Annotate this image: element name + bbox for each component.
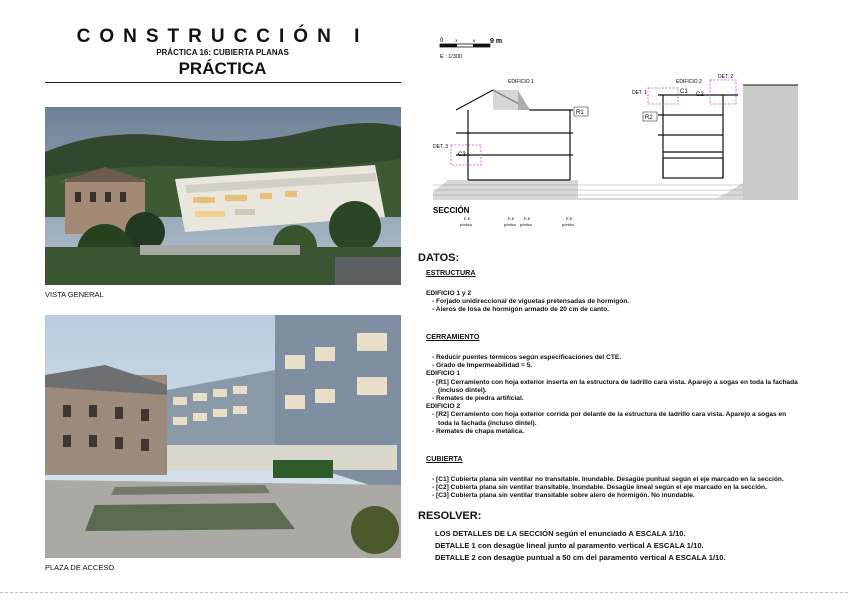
cerramiento-ed1-item: (incluso dintel). — [438, 386, 487, 394]
det-1-label: DET. 1 — [632, 90, 648, 96]
scale-tick-3: 3 — [455, 38, 458, 43]
cubierta-item-c3: - [C3] Cubierta plana sin ventilar transitable sobre alero de hormigón. No inundable. — [432, 492, 695, 500]
cerramiento-ed1-item: - [R1] Cerramiento con hoja exterior inserta en la estructura de ladrillo cara vista. Aparejo a sogas en toda la fachada — [432, 378, 798, 386]
scale-tick-6: 6 — [473, 38, 476, 43]
ee-1: E.E — [464, 216, 471, 221]
cerramiento-ed2-item: toda la fachada (incluso dintel). — [438, 419, 537, 427]
c1-label: C1 — [680, 89, 688, 95]
r1-label: R1 — [576, 110, 584, 116]
general-view-photo — [45, 107, 401, 285]
resolver-heading: RESOLVER: — [418, 510, 482, 522]
access-plaza-caption: PLAZA DE ACCESO — [45, 563, 115, 572]
resolver-line: DETALLE 2 con desagüe puntual a 50 cm del paramento vertical A ESCALA 1/10. — [435, 553, 726, 562]
practice-subtitle: PRÁCTICA 16: CUBIERTA PLANAS — [156, 48, 289, 57]
cerramiento-item: - Reducir puentes térmicos según especificaciones del CTE. — [432, 354, 622, 361]
course-title: CONSTRUCCIÓN I — [76, 26, 369, 47]
cerramiento-ed2-item: - Remates de chapa metálica. — [432, 427, 524, 435]
portico-2: pórtico — [504, 222, 517, 227]
resolver-line: LOS DETALLES DE LA SECCIÓN según el enunciado A ESCALA 1/10. — [435, 529, 686, 538]
cubierta-item-c1: - [C1] Cubierta plana sin ventilar no transitable. Inundable. Desagüe puntual según el eje marcado en la sección. — [432, 476, 784, 483]
scale-tick-9: 9 m — [490, 38, 503, 45]
ee-4: E.E — [566, 216, 573, 221]
general-view-caption: VISTA GENERAL — [45, 290, 104, 299]
cerramiento-ed1-item: - Remates de piedra artificial. — [432, 395, 524, 403]
estructura-item: - Forjado unidireccional de viguetas pretensadas de hormigón. — [432, 298, 630, 306]
estructura-item: - Aleros de losa de hormigón armado de 20 cm de canto. — [432, 306, 610, 314]
cerramiento-ed2-item: - [R2] Cerramiento con hoja exterior corrida por delante de la estructura de ladrillo cara vista. Aparejo a sogas en — [432, 411, 787, 419]
datos-heading: DATOS: — [418, 252, 460, 264]
practice-heading: PRÁCTICA — [178, 59, 267, 78]
cerramiento-heading: CERRAMIENTO — [426, 332, 480, 341]
ee-3: E.E — [524, 216, 531, 221]
scale-bar — [440, 44, 490, 47]
section-drawing — [418, 30, 798, 235]
cerramiento-ed2: EDIFICIO 2 — [426, 403, 461, 411]
scale-label: E : 1/300 — [440, 54, 463, 60]
access-plaza-photo — [45, 315, 401, 558]
cubierta-item-c2: - [C2] Cubierta plana sin ventilar transitable. Inundable. Desagüe lineal según el eje marcado en la sección. — [432, 484, 767, 492]
c3-label: C3 — [458, 152, 466, 158]
det-2-label: DET. 2 — [718, 74, 734, 80]
det-3-label: DET. 3 — [433, 144, 449, 150]
cerramiento-item: - Grado de Impermeabilidad = 5. — [432, 362, 533, 370]
bottom-border — [0, 592, 848, 594]
estructura-sub: EDIFICIO 1 y 2 — [426, 290, 472, 297]
ee-2: E.E — [508, 216, 515, 221]
r2-label: R2 — [645, 115, 653, 121]
header-divider — [45, 82, 401, 83]
edificio-1-label: EDIFICIO 1 — [508, 79, 534, 85]
cerramiento-ed1: EDIFICIO 1 — [426, 370, 461, 378]
scale-tick-0: 0 — [440, 38, 444, 44]
portico-3: pórtico — [520, 222, 533, 227]
seccion-label: SECCIÓN — [433, 206, 470, 215]
c2-label: C2 — [696, 92, 704, 98]
cubierta-heading: CUBIERTA — [426, 454, 463, 463]
estructura-heading: ESTRUCTURA — [426, 268, 476, 277]
portico-1: pórtico — [460, 222, 473, 227]
edificio-2-label: EDIFICIO 2 — [676, 79, 702, 85]
portico-4: pórtico — [562, 222, 575, 227]
resolver-line: DETALLE 1 con desagüe lineal junto al paramento vertical A ESCALA 1/10. — [435, 541, 704, 550]
